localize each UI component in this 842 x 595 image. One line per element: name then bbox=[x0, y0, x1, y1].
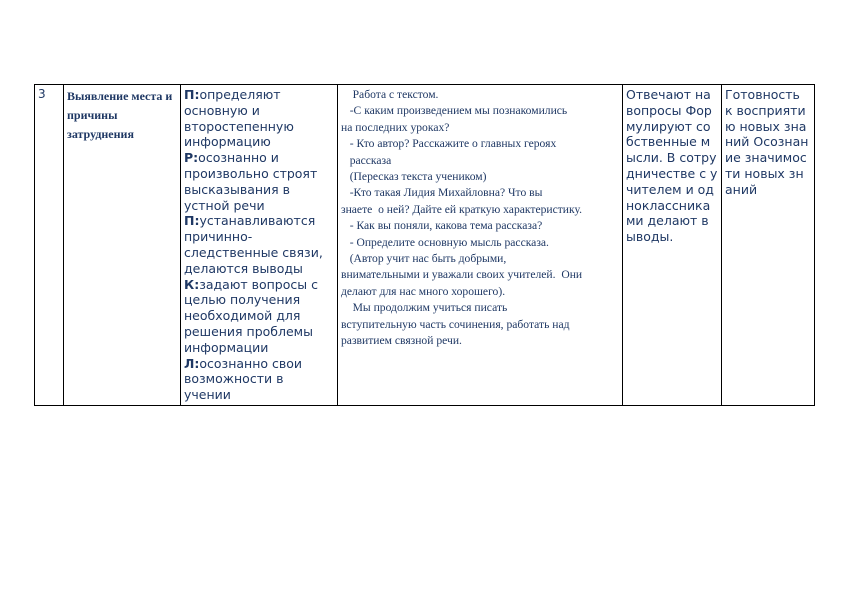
uud-text: устанавливаются причинно-следственные связи, делаются выводы bbox=[184, 213, 323, 276]
teacher-line: -С каким произведением мы познакомились bbox=[341, 104, 568, 118]
row-number: 3 bbox=[35, 85, 64, 406]
uud-text: задают вопросы с целью получения необходимой для решения проблемы информации bbox=[184, 276, 318, 355]
teacher-line: - Кто автор? Расскажите о главных героях bbox=[341, 137, 557, 151]
teacher-line: Мы продолжим учиться писать bbox=[341, 301, 508, 315]
uud-text: осознанно свои возможности в учении bbox=[184, 355, 303, 403]
teacher-line: делают для нас много хорошего). bbox=[341, 284, 506, 298]
uud-cell bbox=[181, 85, 338, 406]
lesson-table bbox=[34, 84, 815, 406]
teacher-line: - Определите основную мысль рассказа. bbox=[341, 235, 549, 249]
teacher-line: -Кто такая Лидия Михайловна? Что вы bbox=[341, 186, 543, 200]
teacher-line: вступительную часть сочинения, работать над bbox=[341, 317, 570, 331]
uud-text: определяют основную и второстепенную информацию bbox=[184, 87, 294, 150]
teacher-line: знаете о ней? Дайте ей краткую характеристику. bbox=[341, 202, 583, 216]
teacher-line: рассказа bbox=[341, 153, 392, 167]
teacher-line: (Пересказ текста учеником) bbox=[341, 170, 487, 184]
teacher-line: Работа с текстом. bbox=[341, 88, 439, 101]
uud-label: П: bbox=[184, 87, 200, 102]
stage-cell: Выявление места и причины затруднения bbox=[64, 85, 181, 406]
students-activity-cell: Отвечают на вопросы Формулируют собственные мысли. В сотрудничестве с учителем и одноклассниками делают выводы. bbox=[623, 85, 722, 406]
uud-text: осознанно и произвольно строят высказывания в устной речи bbox=[184, 150, 318, 213]
uud-label: Л: bbox=[184, 355, 200, 371]
result-cell: Готовность к восприятию новых знаний Осознание значимости новых знаний bbox=[722, 85, 815, 406]
teacher-line: (Автор учит нас быть добрыми, bbox=[341, 252, 507, 266]
teacher-line: - Как вы поняли, какова тема рассказа? bbox=[341, 219, 543, 233]
teacher-activity-cell bbox=[338, 85, 623, 406]
uud-label: Р: bbox=[184, 150, 199, 166]
uud-label: К: bbox=[184, 276, 200, 292]
uud-label: П: bbox=[184, 213, 200, 229]
teacher-line: внимательными и уважали своих учителей. Они bbox=[341, 268, 583, 282]
table-row bbox=[35, 85, 815, 406]
teacher-line: развитием связной речи. bbox=[341, 334, 462, 348]
teacher-line: на последних уроках? bbox=[341, 120, 450, 134]
